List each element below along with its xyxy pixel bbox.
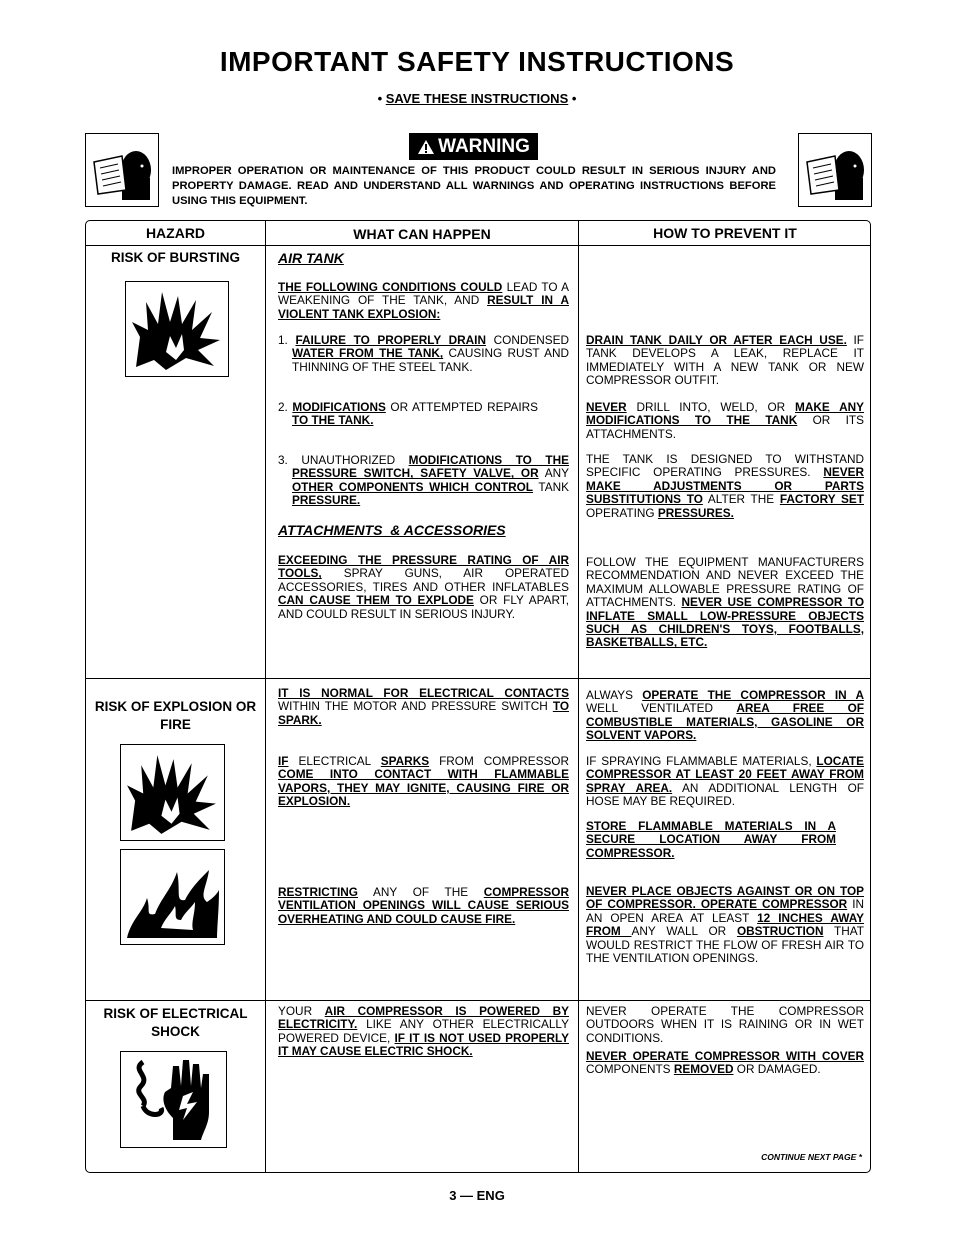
hazard-risk-of-bursting: RISK OF BURSTING: [110, 250, 240, 265]
body-text: ALWAYS: [586, 688, 643, 702]
prevent-text: [586, 453, 864, 520]
emphasis-text: MODIFICATIONS TO THE PRESSURE SWITCH, SAFETY VALVE, OR: [292, 453, 569, 481]
emphasis-text: PRESSURE.: [292, 493, 361, 508]
emphasis-text: OBSTRUCTION: [736, 924, 824, 939]
body-text: YOUR: [278, 1004, 325, 1018]
emphasis-text: RESTRICTING: [278, 885, 358, 899]
header-hazard: HAZARD: [145, 225, 206, 241]
happen-text: [278, 886, 569, 926]
body-text: 1.: [278, 333, 296, 347]
body-text: COMPONENTS: [586, 1062, 674, 1077]
prevent-text: [586, 1050, 864, 1077]
save-instructions-line: • SAVE THESE INSTRUCTIONS •: [377, 91, 577, 106]
emphasis-text: IF: [278, 754, 289, 768]
body-text: 3. UNAUTHORIZED: [278, 453, 409, 467]
emphasis-text: NEVER USE COMPRESSOR TO INFLATE SMALL LOW-PRESSURE OBJECTS SUCH AS CHILDREN'S TOYS, FOOTBALLS, BASKETBALLS, ETC.: [586, 595, 864, 650]
emphasis-text: FACTORY SET: [779, 492, 864, 507]
read-manual-icon: [798, 133, 872, 207]
body-text: THAT WOULD RESTRICT THE FLOW OF FRESH AIR TO THE VENTILATION OPENINGS.: [586, 924, 864, 966]
prevent-text: [586, 755, 864, 809]
emphasis-text: MODIFICATIONS: [292, 400, 386, 414]
emphasis-text: TO SPARK.: [278, 699, 569, 727]
body-text: ANY OF THE: [357, 885, 484, 899]
prevent-text: [586, 401, 864, 441]
warning-banner: [409, 133, 538, 160]
body-text: SPRAY GUNS, AIR OPERATED ACCESSORIES, TIRES AND OTHER INFLATABLES: [278, 566, 569, 594]
emphasis-text: WATER FROM THE TANK,: [292, 346, 444, 361]
fire-icon: [120, 849, 225, 945]
body-text: IF SPRAYING FLAMMABLE MATERIALS,: [586, 754, 817, 768]
row-divider: [86, 245, 871, 246]
emphasis-text: NEVER PLACE OBJECTS AGAINST OR ON TOP OF COMPRESSOR. OPERATE COMPRESSOR: [586, 884, 864, 912]
body-text: ELECTRICAL: [288, 754, 381, 768]
emphasis-text: STORE FLAMMABLE MATERIALS IN A SECURE LOCATION AWAY FROM COMPRESSOR.: [586, 819, 836, 860]
body-text: IF TANK DEVELOPS A LEAK, REPLACE IT IMMEDIATELY WITH A NEW TANK OR NEW COMPRESSOR OUTFIT.: [586, 333, 864, 388]
header-what-can-happen: WHAT CAN HAPPEN: [353, 226, 491, 242]
subheading-attachments: ATTACHMENTS & ACCESSORIES: [278, 522, 506, 538]
continue-next-page-note: CONTINUE NEXT PAGE *: [761, 1152, 862, 1162]
emphasis-text: AREA FREE OF COMBUSTIBLE MATERIALS, GASOLINE OR SOLVENT VAPORS.: [586, 701, 864, 743]
body-text: 2.: [278, 400, 293, 414]
column-divider: [265, 220, 266, 1173]
body-text: AN ADDITIONAL LENGTH OF HOSE MAY BE REQUIRED.: [586, 780, 864, 809]
column-divider: [578, 220, 579, 1173]
emphasis-text: NEVER: [586, 400, 627, 414]
electric-shock-icon: [120, 1051, 227, 1148]
emphasis-text: CAN CAUSE THEM TO EXPLODE: [278, 593, 474, 608]
emphasis-text: LOCATE COMPRESSOR AT LEAST 20 FEET AWAY FROM SPRAY AREA.: [586, 754, 864, 795]
body-text: OR FLY APART, AND COULD RESULT IN SERIOUS INJURY.: [278, 593, 569, 621]
prevent-text: [586, 556, 864, 650]
prevent-text: [586, 885, 864, 965]
emphasis-text: IT IS NORMAL FOR ELECTRICAL CONTACTS: [278, 686, 569, 700]
emphasis-text: FAILURE TO PROPERLY DRAIN: [295, 333, 486, 347]
body-text: FROM COMPRESSOR: [429, 754, 570, 768]
body-text: CONDENSED: [485, 333, 569, 347]
emphasis-text: THE FOLLOWING CONDITIONS COULD: [278, 280, 503, 294]
emphasis-text: AIR COMPRESSOR IS POWERED BY ELECTRICITY.: [278, 1004, 569, 1032]
body-text: CAUSING RUST AND THINNING OF THE STEEL TANK.: [292, 346, 569, 374]
warning-text: IMPROPER OPERATION OR MAINTENANCE OF THIS PRODUCT COULD RESULT IN SERIOUS INJURY AND PROPERTY DAMAGE. READ AND UNDERSTAND ALL WARNINGS AND OPERATING INSTRUCTIONS BEFORE USING THIS EQUIPMENT.: [172, 165, 776, 207]
emphasis-text: OTHER COMPONENTS WHICH CONTROL: [292, 479, 533, 494]
row-divider: [86, 678, 871, 679]
body-text: ANY WALL OR: [631, 924, 737, 939]
body-text: TANK: [533, 479, 569, 494]
happen-text: [278, 687, 569, 727]
emphasis-text: TO THE TANK.: [292, 413, 374, 428]
prevent-text: [586, 820, 836, 860]
explosion-icon: [120, 744, 225, 841]
emphasis-text: 12 INCHES AWAY FROM: [586, 910, 865, 939]
happen-text: [278, 454, 569, 508]
emphasis-text: NEVER MAKE ADJUSTMENTS OR PARTS SUBSTITUTIONS TO: [586, 465, 864, 507]
emphasis-text: COME INTO CONTACT WITH FLAMMABLE VAPORS, THEY MAY IGNITE, CAUSING FIRE OR EXPLOSION.: [278, 767, 569, 809]
happen-text: [278, 554, 569, 621]
body-text: LEAD TO A WEAKENING OF THE TANK, AND: [278, 280, 569, 308]
emphasis-text: REMOVED: [673, 1062, 734, 1077]
emphasis-text: IF IT IS NOT USED PROPERLY IT MAY CAUSE ELECTRIC SHOCK.: [278, 1030, 569, 1059]
body-text: NEVER OPERATE THE COMPRESSOR OUTDOORS WHEN IT IS RAINING OR IN WET CONDITIONS.: [586, 1004, 864, 1045]
row-divider: [86, 1000, 871, 1001]
prevent-text: [586, 334, 864, 388]
header-how-to-prevent: HOW TO PREVENT IT: [653, 225, 797, 241]
emphasis-text: SPARKS: [380, 754, 430, 768]
body-text: WITHIN THE MOTOR AND PRESSURE SWITCH: [278, 699, 553, 714]
body-text: FOLLOW THE EQUIPMENT MANUFACTURERS RECOMMENDATION AND NEVER EXCEED THE MAXIMUM ALLOWABLE PRESSURE RATING OF ATTACHMENTS.: [586, 555, 864, 610]
body-text: OR ITS ATTACHMENTS.: [586, 413, 864, 441]
warning-label: WARNING: [438, 135, 530, 157]
hazard-risk-of-electrical-shock: RISK OF ELECTRICAL SHOCK: [103, 1006, 248, 1039]
happen-text: [278, 755, 569, 809]
prevent-text: [586, 689, 864, 743]
happen-text: [278, 281, 569, 321]
body-text: THE TANK IS DESIGNED TO WITHSTAND SPECIFIC OPERATING PRESSURES.: [586, 452, 864, 480]
body-text: OPERATING: [586, 505, 658, 520]
emphasis-text: MAKE ANY MODIFICATIONS TO THE TANK: [586, 400, 865, 428]
body-text: ANY: [538, 466, 569, 481]
prevent-text: [586, 1005, 864, 1045]
subheading-air-tank: AIR TANK: [278, 250, 344, 266]
body-text: OR ATTEMPTED REPAIRS: [385, 400, 538, 414]
happen-text: [278, 334, 569, 374]
emphasis-text: EXCEEDING THE PRESSURE RATING OF AIR TOOLS,: [278, 553, 569, 581]
emphasis-text: NEVER OPERATE COMPRESSOR WITH COVER: [586, 1049, 864, 1063]
happen-text: [278, 1005, 569, 1059]
hazard-risk-of-explosion-or-fire: RISK OF EXPLOSION OR FIRE: [94, 699, 257, 732]
warning-triangle-icon: [417, 139, 435, 155]
emphasis-text: OPERATE THE COMPRESSOR IN A: [642, 688, 864, 702]
page-title: IMPORTANT SAFETY INSTRUCTIONS: [219, 46, 735, 77]
page-number: 3 — ENG: [449, 1188, 505, 1203]
emphasis-text: COMPRESSOR VENTILATION OPENINGS WILL CAUSE SERIOUS OVERHEATING AND COULD CAUSE FIRE.: [278, 885, 569, 926]
emphasis-text: DRAIN TANK DAILY OR AFTER EACH USE.: [586, 333, 847, 347]
explosion-icon: [125, 281, 229, 377]
emphasis-text: PRESSURES.: [657, 505, 734, 520]
body-text: IN AN OPEN AREA AT LEAST: [586, 897, 864, 925]
body-text: LIKE ANY OTHER ELECTRICALLY POWERED DEVICE,: [278, 1017, 569, 1045]
happen-text: [278, 401, 538, 428]
body-text: DRILL INTO, WELD, OR: [626, 400, 795, 414]
body-text: OR DAMAGED.: [733, 1062, 821, 1077]
emphasis-text: RESULT IN A VIOLENT TANK EXPLOSION:: [278, 293, 569, 321]
body-text: ALTER THE: [702, 492, 780, 507]
read-manual-icon: [85, 133, 159, 207]
body-text: WELL VENTILATED: [586, 701, 737, 716]
